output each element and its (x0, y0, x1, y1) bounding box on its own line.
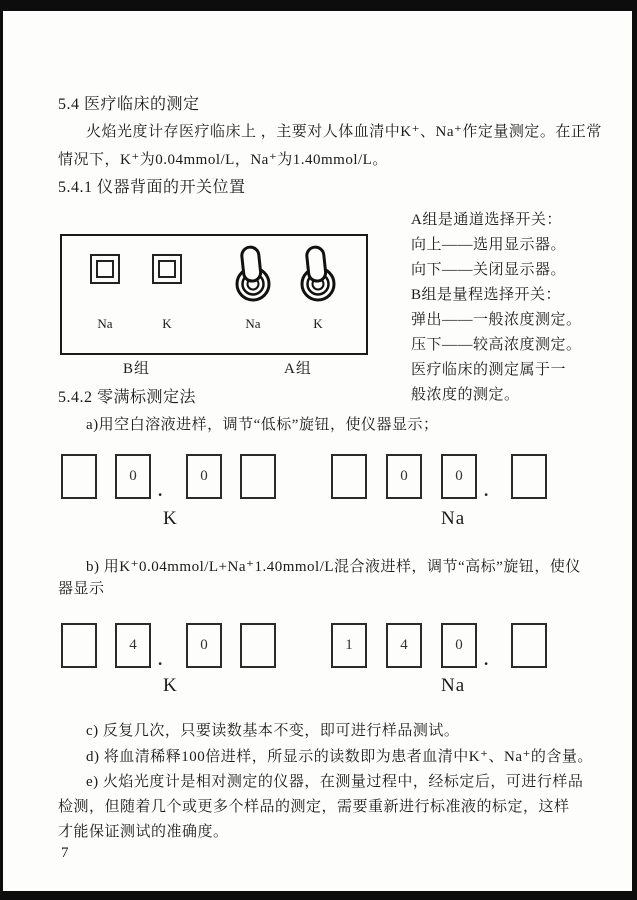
display-digit-box (331, 454, 367, 499)
decimal-point: . (484, 481, 489, 500)
display-digit-box: 0 (441, 623, 477, 668)
display-na-label: Na (441, 675, 466, 696)
group-a-label: A组 (284, 361, 312, 377)
push-button-k-cap (158, 260, 176, 278)
note-line: 弹出——一般浓度测定。 (411, 312, 582, 328)
display-digit-box (61, 454, 97, 499)
decimal-point: . (158, 481, 163, 500)
page-number: 7 (61, 845, 69, 861)
note-line: 向上——选用显示器。 (411, 237, 567, 253)
note-line: 压下——较高浓度测定。 (411, 337, 582, 353)
display-digit-box: 0 (441, 454, 477, 499)
section-5-4-heading: 5.4 医疗临床的测定 (58, 96, 200, 113)
step-e-line-1: e) 火焰光度计是相对测定的仪器，在测量过程中，经标定后，可进行样品 (86, 774, 584, 790)
note-line: 医疗临床的测定属于一 (411, 362, 567, 378)
display-digit-box (240, 454, 276, 499)
section-5-4-2-heading: 5.4.2 零满标测定法 (58, 389, 197, 406)
display-k-label: K (163, 508, 178, 529)
display-digit-box: 0 (186, 623, 222, 668)
display-na-label: Na (441, 508, 466, 529)
note-line: A组是通道选择开关： (411, 212, 562, 228)
step-b-line-2: 器显示 (58, 581, 105, 597)
note-line: B组是量程选择开关： (411, 287, 562, 303)
display-digit-box: 4 (115, 623, 151, 668)
step-d-line: d) 将血清稀释100倍进样，所显示的读数即为患者血清中K⁺、Na⁺的含量。 (86, 749, 593, 765)
display-digit-box (61, 623, 97, 668)
push-button-na (90, 254, 120, 284)
display-digit-box: 0 (115, 454, 151, 499)
step-a-line: a)用空白溶液进样，调节“低标”旋钮，使仪器显示； (86, 417, 439, 433)
display-digit-box (511, 623, 547, 668)
step-e-line-2: 检测，但随着几个或更多个样品的测定，需要重新进行标准液的标定，这样 (58, 799, 570, 815)
toggle-switch-k (295, 244, 341, 309)
toggle-switch-na (230, 244, 276, 309)
display-digit-box (240, 623, 276, 668)
step-c-line: c) 反复几次，只要读数基本不变，即可进行样品测试。 (86, 723, 460, 739)
panel-label-k-button: K (162, 316, 172, 331)
display-k-label: K (163, 675, 178, 696)
section-5-4-1-heading: 5.4.1 仪器背面的开关位置 (58, 179, 246, 196)
push-button-k (152, 254, 182, 284)
switch-panel-diagram (60, 234, 368, 355)
display-digit-box: 0 (386, 454, 422, 499)
panel-label-k-toggle: K (313, 316, 323, 331)
display-digit-box: 1 (331, 623, 367, 668)
switch-notes (411, 208, 635, 408)
step-b-line-1: b) 用K⁺0.04mmol/L+Na⁺1.40mmol/L混合液进样，调节“高标”旋钮，使仪 (86, 559, 581, 575)
display-digit-box: 4 (386, 623, 422, 668)
intro-line-1: 火焰光度计存医疗临床上 ，主要对人体血清中K⁺、Na⁺作定量测定。在正常 (86, 124, 602, 140)
intro-line-2: 情况下，K⁺为0.04mmol/L，Na⁺为1.40mmol/L。 (58, 152, 388, 168)
step-e-line-3: 才能保证测试的准确度。 (58, 824, 229, 840)
display-digit-box (511, 454, 547, 499)
panel-label-na-button: Na (97, 316, 113, 331)
decimal-point: . (158, 650, 163, 669)
group-b-label: B组 (123, 361, 151, 377)
push-button-na-cap (96, 260, 114, 278)
display-digit-box: 0 (186, 454, 222, 499)
decimal-point: . (484, 650, 489, 669)
note-line: 般浓度的测定。 (411, 387, 520, 403)
note-line: 向下——关闭显示器。 (411, 262, 567, 278)
panel-label-na-toggle: Na (245, 316, 261, 331)
